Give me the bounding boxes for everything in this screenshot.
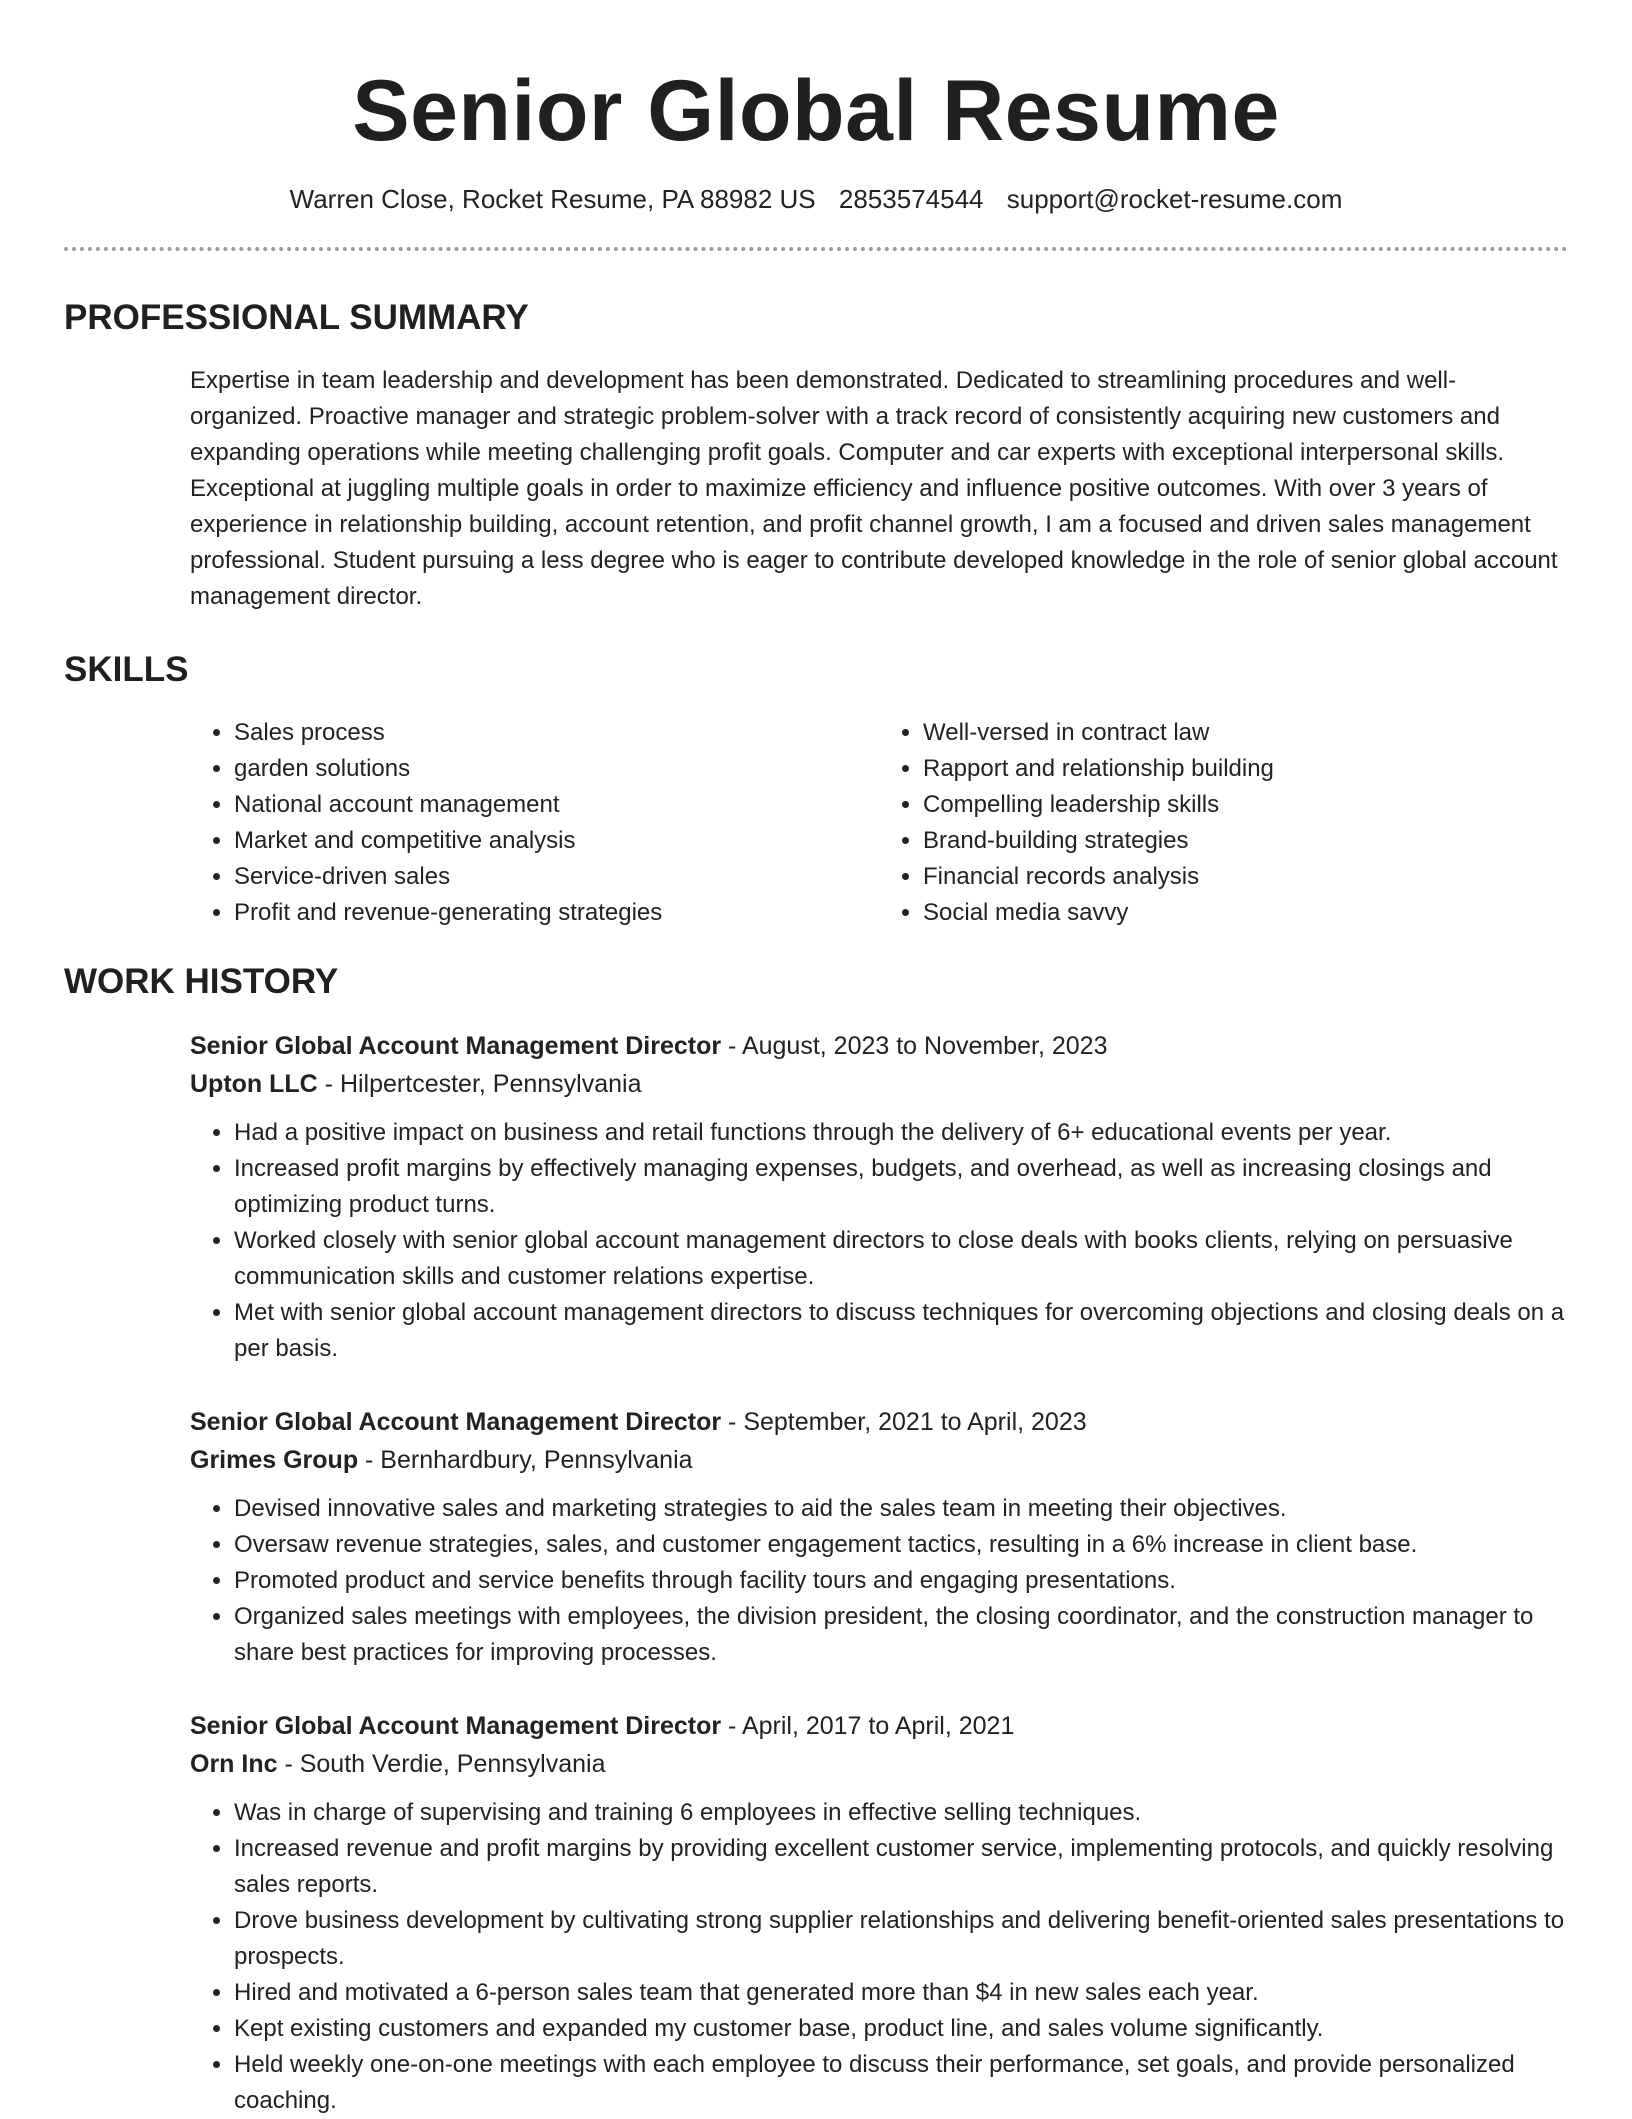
job-role-line [190,1707,1568,1745]
job-bullet: • Increased revenue and profit margins by providing excellent customer service, implementing protocols, and quickly resolving sales reports. [234,1831,1568,1903]
resume-page [64,0,1568,2119]
contact-line [64,183,1568,217]
skill-item: • Compelling leadership skills [923,787,1568,823]
job-bullets [190,1115,1568,1367]
job-bullet: • Had a positive impact on business and retail functions through the delivery of 6+ educational events per year. [234,1115,1568,1151]
job-role-line [190,1403,1568,1441]
skill-item: • Financial records analysis [923,859,1568,895]
job-location: - Hilpertcester, Pennsylvania [317,1069,642,1098]
job-company-line [190,1441,1568,1479]
job-bullet: • Oversaw revenue strategies, sales, and customer engagement tactics, resulting in a 6% increase in client base. [234,1527,1568,1563]
job-entry [190,1707,1568,2119]
skill-item: • Profit and revenue-generating strategies [234,895,879,931]
job-bullet: • Hired and motivated a 6-person sales team that generated more than $4 in new sales each year. [234,1975,1568,2011]
skills-column-right [879,715,1568,931]
skill-item: • Market and competitive analysis [234,823,879,859]
summary-text: Expertise in team leadership and development has been demonstrated. Dedicated to streamlining procedures and well-organized. Proactive manager and strategic problem-solver with a track record of consistently acquiring new customers and expanding operations while meeting challenging profit goals. Computer and car experts with exceptional interpersonal skills. Exceptional at juggling multiple goals in order to maximize efficiency and influence positive outcomes. With over 3 years of experience in relationship building, account retention, and profit channel growth, I am a focused and driven sales management professional. Student pursuing a less degree who is eager to contribute developed knowledge in the role of senior global account management director. [190,366,1558,610]
contact-email: support@rocket-resume.com [1006,184,1343,215]
job-company: Grimes Group [190,1445,359,1474]
job-bullet: • Was in charge of supervising and training 6 employees in effective selling techniques. [234,1795,1568,1831]
work-history-heading: WORK HISTORY [64,961,339,1001]
skill-item: • garden solutions [234,751,879,787]
skill-item: • Rapport and relationship building [923,751,1568,787]
job-company: Orn Inc [190,1749,278,1778]
job-company-line [190,1745,1568,1783]
job-dates: - April, 2017 to April, 2021 [721,1711,1015,1740]
job-bullets [190,1491,1568,1671]
job-dates: - August, 2023 to November, 2023 [721,1031,1108,1060]
resume-title: Senior Global Resume [352,63,1280,159]
job-bullet: • Promoted product and service benefits through facility tours and engaging presentations. [234,1563,1568,1599]
skill-item: • Service-driven sales [234,859,879,895]
job-bullets [190,1795,1568,2119]
job-bullet: • Worked closely with senior global account management directors to close deals with books clients, relying on persuasive communication skills and customer relations expertise. [234,1223,1568,1295]
skill-item: • Brand-building strategies [923,823,1568,859]
job-company-line [190,1065,1568,1103]
job-role: Senior Global Account Management Director [190,1031,722,1060]
skill-item: • Social media savvy [923,895,1568,931]
job-location: - South Verdie, Pennsylvania [277,1749,606,1778]
job-bullet: • Increased profit margins by effectively managing expenses, budgets, and overhead, as well as increasing closings and optimizing product turns. [234,1151,1568,1223]
job-role-line [190,1027,1568,1065]
skills-column-left [190,715,879,931]
job-location: - Bernhardbury, Pennsylvania [358,1445,693,1474]
job-bullet: • Kept existing customers and expanded my customer base, product line, and sales volume significantly. [234,2011,1568,2047]
skill-item: • Sales process [234,715,879,751]
job-bullet: • Met with senior global account management directors to discuss techniques for overcoming objections and closing deals on a per basis. [234,1295,1568,1367]
job-company: Upton LLC [190,1069,318,1098]
header-divider [64,247,1568,251]
job-role: Senior Global Account Management Director [190,1711,722,1740]
contact-phone: 2853574544 [838,184,984,215]
job-entry [190,1027,1568,1367]
skill-item: • National account management [234,787,879,823]
skills-heading: SKILLS [64,649,189,689]
job-bullet: • Drove business development by cultivating strong supplier relationships and delivering benefit-oriented sales presentations to prospects. [234,1903,1568,1975]
summary-heading: PROFESSIONAL SUMMARY [64,297,529,337]
contact-address: Warren Close, Rocket Resume, PA 88982 US [289,184,816,215]
job-bullet: • Devised innovative sales and marketing strategies to aid the sales team in meeting their objectives. [234,1491,1568,1527]
job-dates: - September, 2021 to April, 2023 [721,1407,1087,1436]
skills-list [190,715,1568,931]
job-bullet: • Held weekly one-on-one meetings with each employee to discuss their performance, set goals, and provide personalized coaching. [234,2047,1568,2119]
skill-item: • Well-versed in contract law [923,715,1568,751]
job-role: Senior Global Account Management Director [190,1407,722,1436]
job-entry [190,1403,1568,1671]
job-bullet: • Organized sales meetings with employees, the division president, the closing coordinator, and the construction manager to share best practices for improving processes. [234,1599,1568,1671]
